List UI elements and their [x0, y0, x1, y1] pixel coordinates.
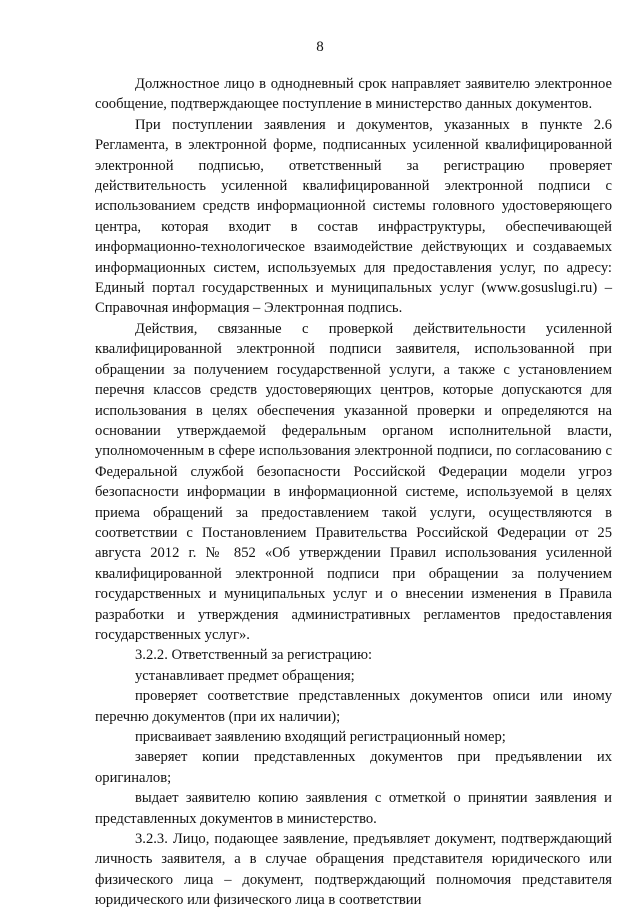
paragraph-subject: устанавливает предмет обращения; [135, 667, 355, 684]
paragraph-notification: Должностное лицо в однодневный срок направляет заявителю электронное сообщение, подтверждающее поступление в министерство данных документов. [95, 76, 612, 113]
paragraph-registration-number: присваивает заявлению входящий регистрационный номер; [135, 729, 506, 745]
paragraph-section-3-2-2: 3.2.2. Ответственный за регистрацию: [135, 647, 373, 664]
paragraph-certify-copies: заверяет копии представленных документов при предъявлении их оригиналов; [95, 749, 612, 786]
paragraph-signature-check: При поступлении заявления и документов, указанных в пункте 2.6 Регламента, в электронной форме, подписанных усиленной квалифицированной электронной подписью, ответственный за регистрацию проверяет действительность усиленной квалифицированной электронной подписи с использованием средств информационной системы головного удостоверяющего центра, которая входит в состав инфраструктуры, обеспечивающей информационно-технологическое взаимодействие действующих и создаваемых информационных систем, используемых для предоставления услуг, по адресу: Единый портал государственных и муниципальных услуг (www.gosuslugi.ru) – Справочная информация – Электронная подпись. [95, 116, 612, 317]
page-number: 8 [316, 39, 324, 55]
paragraph-check-inventory: проверяет соответствие представленных документов описи или иному перечню документов (при их наличии); [95, 688, 612, 725]
document-body [95, 74, 612, 911]
paragraph-issue-copy: выдает заявителю копию заявления с отметкой о принятии заявления и представленных документов в министерство. [95, 790, 612, 827]
paragraph-section-3-2-3: 3.2.3. Лицо, подающее заявление, предъявляет документ, подтверждающий личность заявителя, а в случае обращения представителя юридического или физического лица – документ, подтверждающий полномочия представителя юридического или физического лица в соответствии [95, 831, 612, 909]
paragraph-signature-actions: Действия, связанные с проверкой действительности усиленной квалифицированной электронной подписи заявителя, использованной при обращении за получением государственной услуги, а также с установлением перечня классов средств удостоверяющих центров, которые допускаются для использования в целях обеспечения указанной проверки и определяются на основании утверждаемой федеральным органом исполнительной власти, уполномоченным в сфере использования электронной подписи, по согласованию с Федеральной службой безопасности Российской Федерации модели угроз безопасности информации в информационной системе, используемой в целях приема обращений за предоставлением такой услуги, осуществляются в соответствии с Постановлением Правительства Российской Федерации от 25 августа 2012 г. № 852 «Об утверждении Правил использования усиленной квалифицированной электронной подписи при обращении за получением государственных и муниципальных услуг и о внесении изменения в Правила разработки и утверждения административных регламентов предоставления государственных услуг». [95, 320, 612, 643]
